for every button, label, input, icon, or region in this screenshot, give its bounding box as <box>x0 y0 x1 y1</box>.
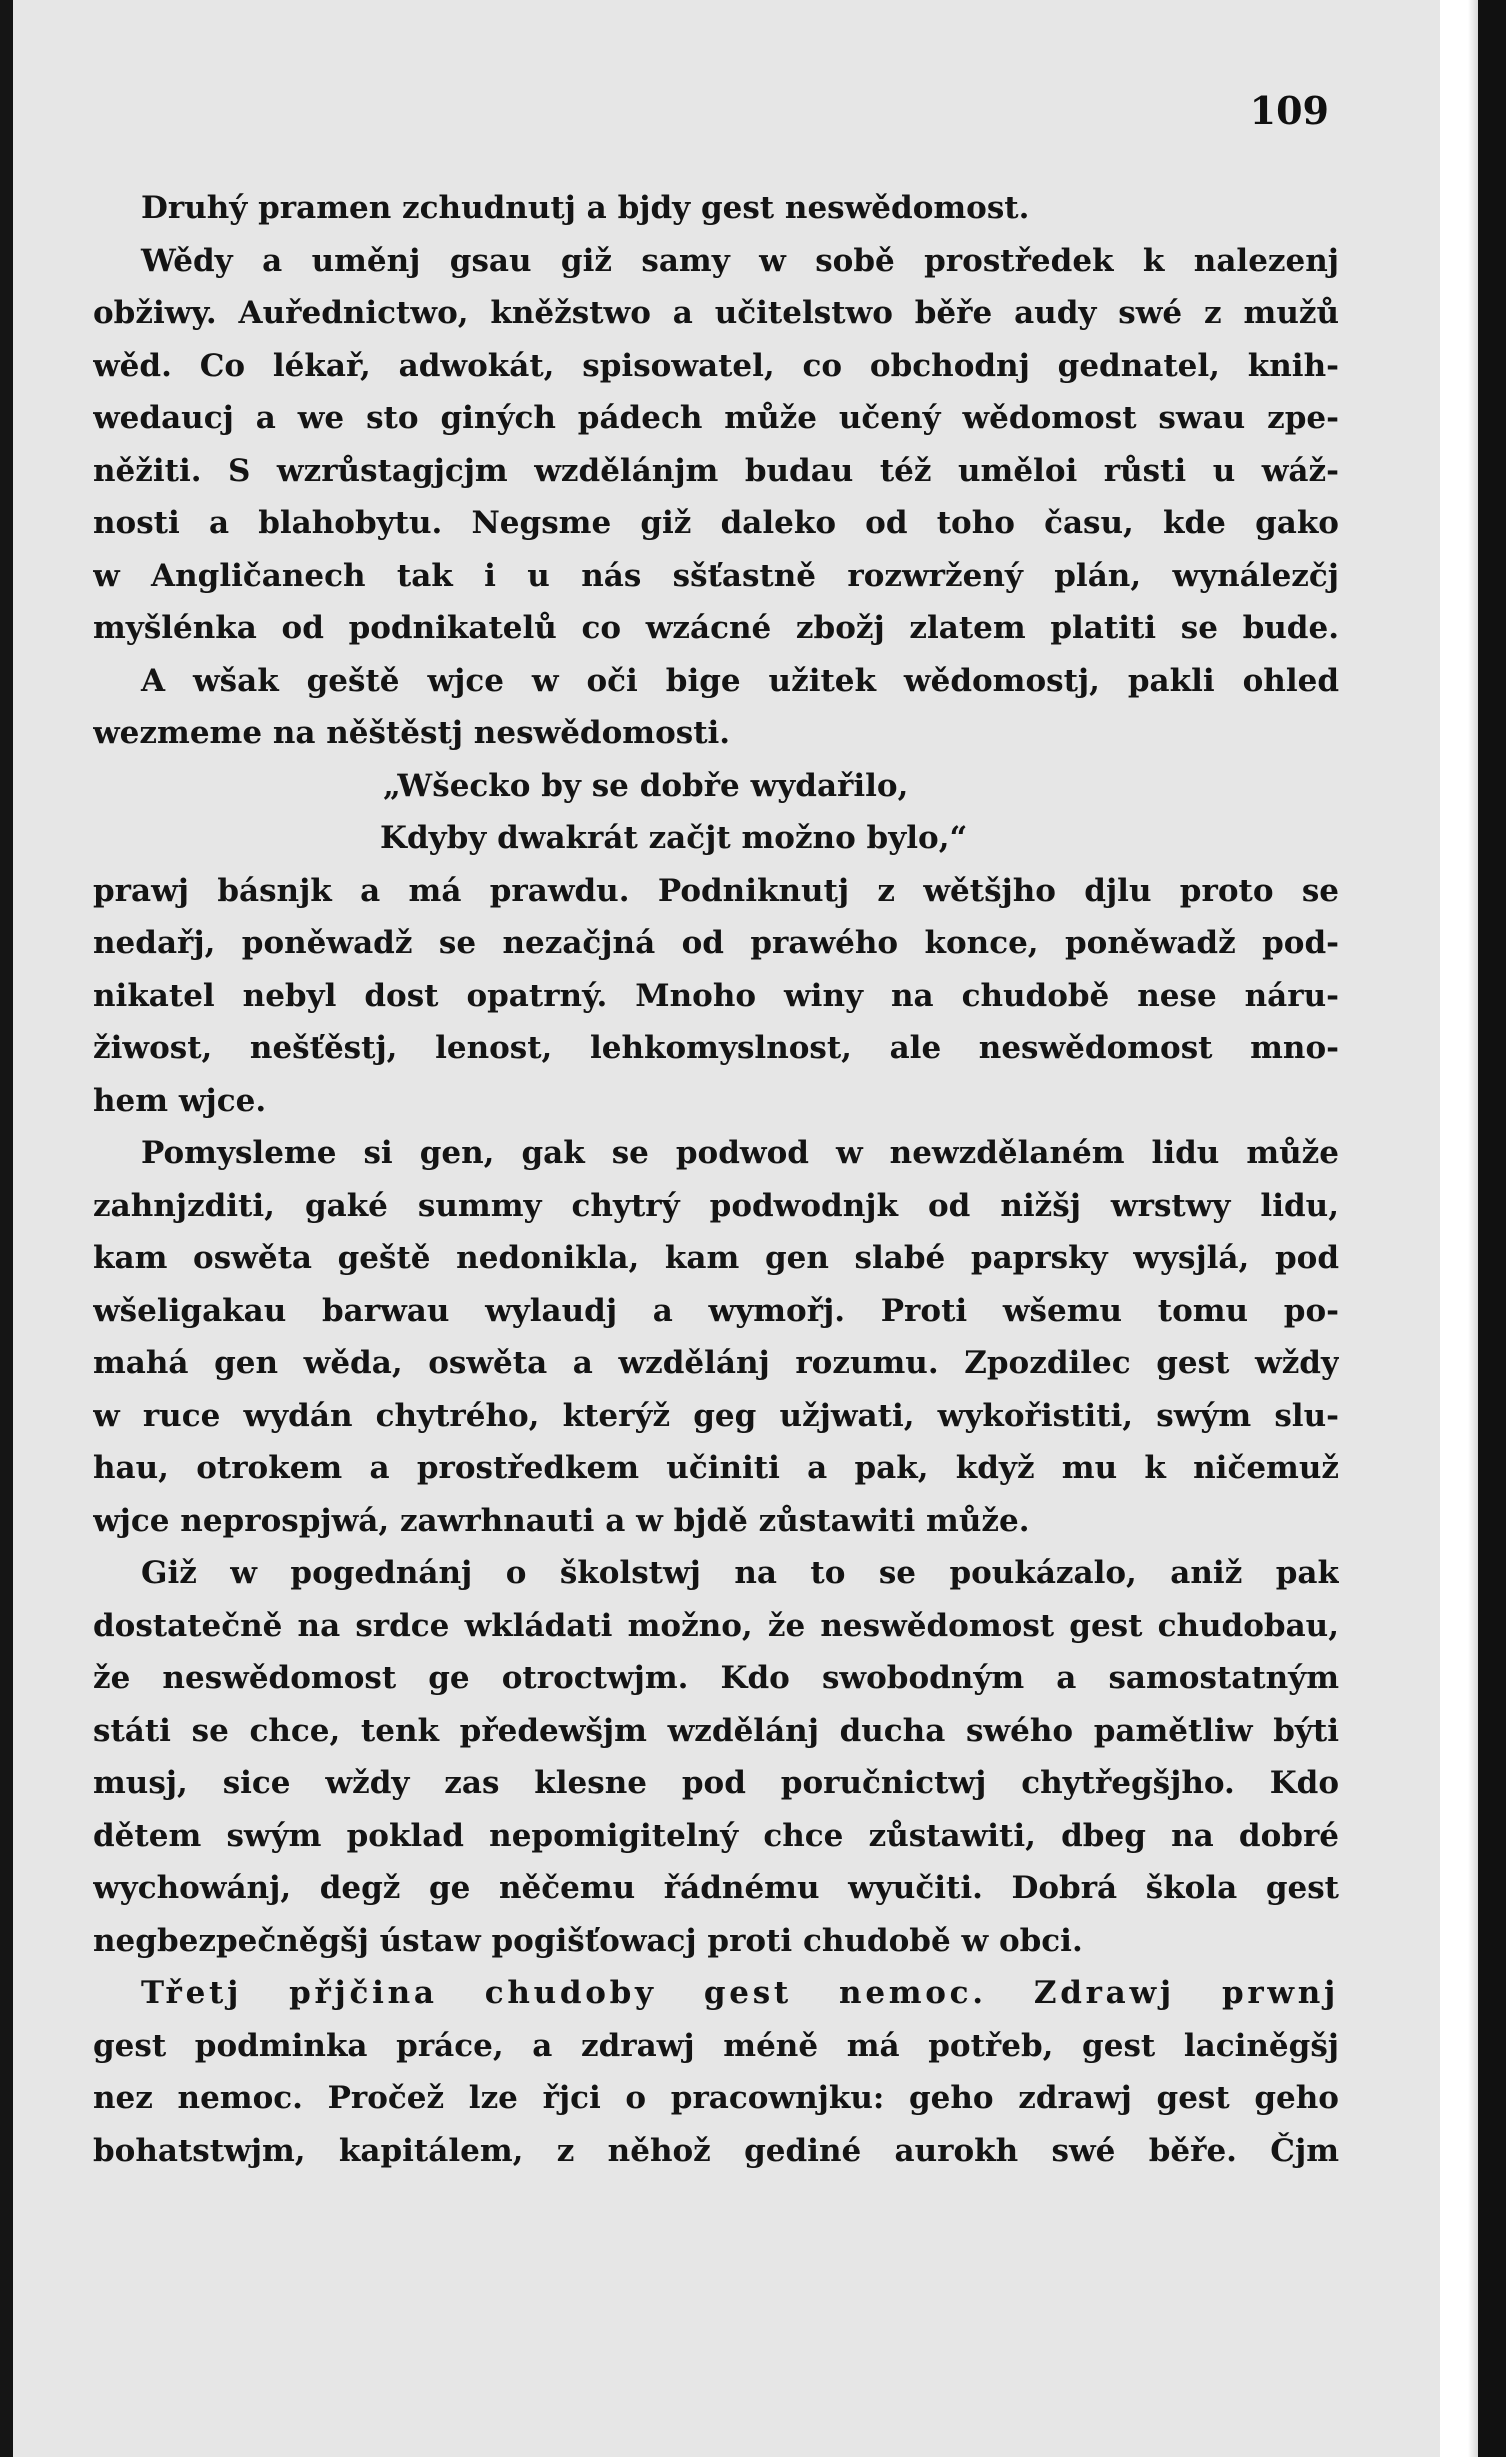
text-line: w Angličanech tak i u nás sšťastně rozwržený plán, wynálezčj <box>93 557 1339 594</box>
text-line: hem wjce. <box>93 1082 267 1119</box>
text-line: něžiti. S wzrůstagjcjm wzdělánjm budau též uměloi růsti u wáž- <box>93 452 1339 489</box>
text-line: wezmeme na něštěstj neswědomosti. <box>93 715 731 751</box>
text-line: Kdyby dwakrát začjt možno bylo,“ <box>380 820 968 856</box>
scan-edge-left <box>0 0 13 2457</box>
text-line: že neswědomost ge otroctwjm. Kdo swobodným a samostatným <box>93 1660 1339 1696</box>
text-line: „Wšecko by se dobře wydařilo, <box>383 767 909 804</box>
text-line: nosti a blahobytu. Negsme giž daleko od toho času, kde gako <box>93 505 1339 541</box>
text-line: zahnjzditi, gaké summy chytrý podwodnjk od nižšj wrstwy lidu, <box>93 1187 1339 1224</box>
body-text <box>93 182 1339 2412</box>
text-line: hau, otrokem a prostředkem učiniti a pak, když mu k ničemuž <box>93 1450 1339 1486</box>
text-line: státi se chce, tenk předewšjm wzdělánj ducha swého pamětliw býti <box>93 1712 1339 1749</box>
text-line: myšlénka od podnikatelů co wzácné zbožj zlatem platiti se bude. <box>93 610 1339 646</box>
text-line: prawj básnjk a má prawdu. Podniknutj z wětšjho djlu proto se <box>93 872 1339 909</box>
page-number: 109 <box>1249 88 1329 133</box>
text-line: nedařj, poněwadž se nezačjná od prawého konce, poněwadž pod- <box>93 925 1339 961</box>
text-line: wedaucj a we sto giných pádech může učený wědomost swau zpe- <box>93 400 1339 436</box>
text-line: A wšak geště wjce w oči bige užitek wědomostj, pakli ohled <box>141 662 1339 699</box>
text-line: wšeligakau barwau wylaudj a wymořj. Proti wšemu tomu po- <box>93 1292 1339 1329</box>
text-line: wjce neprospjwá, zawrhnauti a w bjdě zůstawiti může. <box>93 1502 1030 1539</box>
text-line: dostatečně na srdce wkládati možno, že neswědomost gest chudobau, <box>93 1607 1339 1644</box>
text-line: Pomysleme si gen, gak se podwod w newzdělaném lidu může <box>141 1135 1339 1171</box>
scan-edge-right <box>1478 0 1506 2457</box>
text-line: gest podminka práce, a zdrawj méně má potřeb, gest laciněgšj <box>93 2027 1339 2064</box>
scan-edge-shadow <box>1468 0 1478 2457</box>
text-line: mahá gen wěda, oswěta a wzdělánj rozumu. Zpozdilec gest wždy <box>93 1345 1339 1381</box>
text-line: dětem swým poklad nepomigitelný chce zůstawiti, dbeg na dobré <box>93 1817 1339 1854</box>
text-line: Druhý pramen zchudnutj a bjdy gest neswědomost. <box>141 190 1030 226</box>
text-line: w ruce wydán chytrého, kterýž geg užjwati, wykořistiti, swým slu- <box>93 1397 1339 1434</box>
text-line: Wědy a uměnj gsau giž samy w sobě prostředek k nalezenj <box>141 242 1339 279</box>
text-line: musj, sice wždy zas klesne pod poručnictwj chytřegšjho. Kdo <box>93 1765 1339 1801</box>
text-line: obžiwy. Auřednictwo, kněžstwo a učitelstwo běře audy swé z mužů <box>93 295 1339 331</box>
text-line: žiwost, nešťěstj, lenost, lehkomyslnost, ale neswědomost mno- <box>93 1030 1339 1066</box>
text-line: negbezpečněgšj ústaw pogišťowacj proti chudobě w obci. <box>93 1922 1083 1959</box>
paper-sheet <box>13 0 1440 2457</box>
text-line: wychowánj, degž ge něčemu řádnému wyučiti. Dobrá škola gest <box>93 1870 1339 1906</box>
text-line: Třetj přjčina chudoby gest nemoc. Zdrawj prwnj <box>141 1975 1339 2011</box>
text-line: kam oswěta geště nedonikla, kam gen slabé paprsky wysjlá, pod <box>93 1240 1339 1276</box>
text-line: wěd. Co lékař, adwokát, spisowatel, co obchodnj gednatel, knih- <box>93 347 1339 384</box>
text-line: Giž w pogednánj o školstwj na to se poukázalo, aniž pak <box>141 1555 1339 1591</box>
text-line: nez nemoc. Pročež lze řjci o pracownjku: geho zdrawj gest geho <box>93 2080 1339 2116</box>
text-line: bohatstwjm, kapitálem, z něhož gediné aurokh swé běře. Čjm <box>93 2132 1339 2169</box>
text-line: nikatel nebyl dost opatrný. Mnoho winy na chudobě nese náru- <box>93 977 1339 1014</box>
